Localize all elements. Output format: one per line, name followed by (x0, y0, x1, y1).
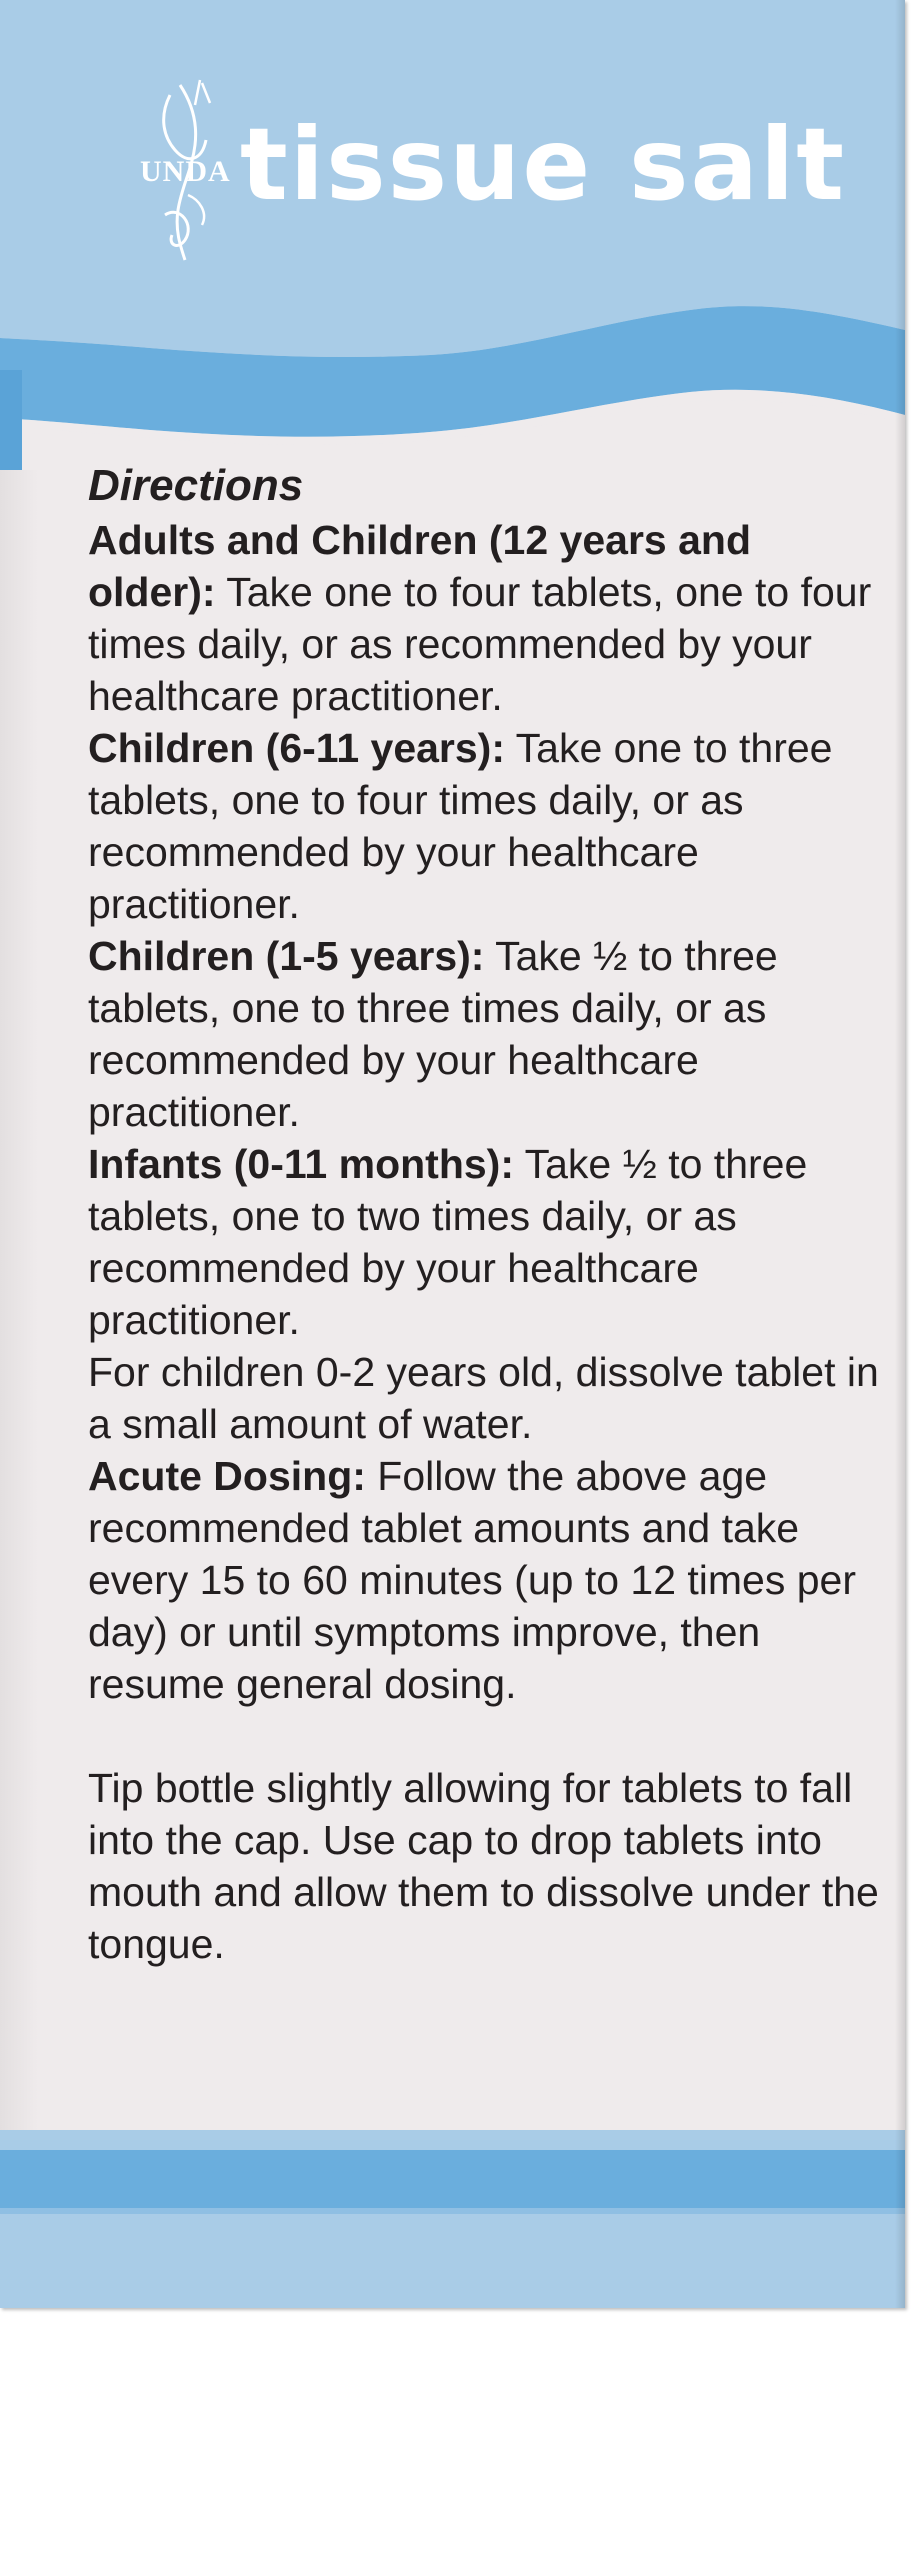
paragraph-spacer (88, 1710, 888, 1762)
adults-text: Take one to four tablets, one to four times daily, or as recommended by your healthcare practitioner. (88, 569, 872, 719)
brand-logo-word: UNDA (140, 155, 231, 188)
adults-label: Adults and Children (12 years and older): (88, 517, 751, 615)
infants-label: Infants (0-11 months): (88, 1141, 514, 1187)
children-6-11-text: Take one to three tablets, one to four times daily, or as recommended by your healthcare practitioner. (88, 725, 833, 927)
bottom-color-band (0, 2130, 905, 2308)
acute-text: Follow the above age recommended tablet amounts and take every 15 to 60 minutes (up to 12 times per day) or until symptoms improve, then resume general dosing. (88, 1453, 857, 1707)
children-6-11-dosage (88, 722, 888, 930)
children-1-5-label: Children (1-5 years): (88, 933, 485, 979)
children-1-5-text: Take ½ to three tablets, one to three times daily, or as recommended by your healthcare practitioner. (88, 933, 778, 1135)
infants-dosage (88, 1138, 888, 1346)
panel-fold-shadow (0, 380, 38, 2140)
infants-text: Take ½ to three tablets, one to two times daily, or as recommended by your healthcare practitioner. (88, 1141, 808, 1343)
acute-dosing (88, 1450, 888, 1710)
product-name: tissue salt (240, 106, 847, 223)
directions-section (88, 460, 888, 1970)
dissolve-note: For children 0-2 years old, dissolve tablet in a small amount of water. (88, 1349, 879, 1447)
acute-label: Acute Dosing: (88, 1453, 366, 1499)
panel-edge-shadow (895, 0, 905, 2308)
children-1-5-dosage (88, 930, 888, 1138)
adults-dosage (88, 514, 888, 722)
bottle-instructions: Tip bottle slightly allowing for tablets to fall into the cap. Use cap to drop tablets into mouth and allow them to dissolve under the tongue. (88, 1765, 879, 1967)
brand-header (30, 55, 890, 255)
children-6-11-label: Children (6-11 years): (88, 725, 505, 771)
directions-title: Directions (88, 461, 304, 510)
